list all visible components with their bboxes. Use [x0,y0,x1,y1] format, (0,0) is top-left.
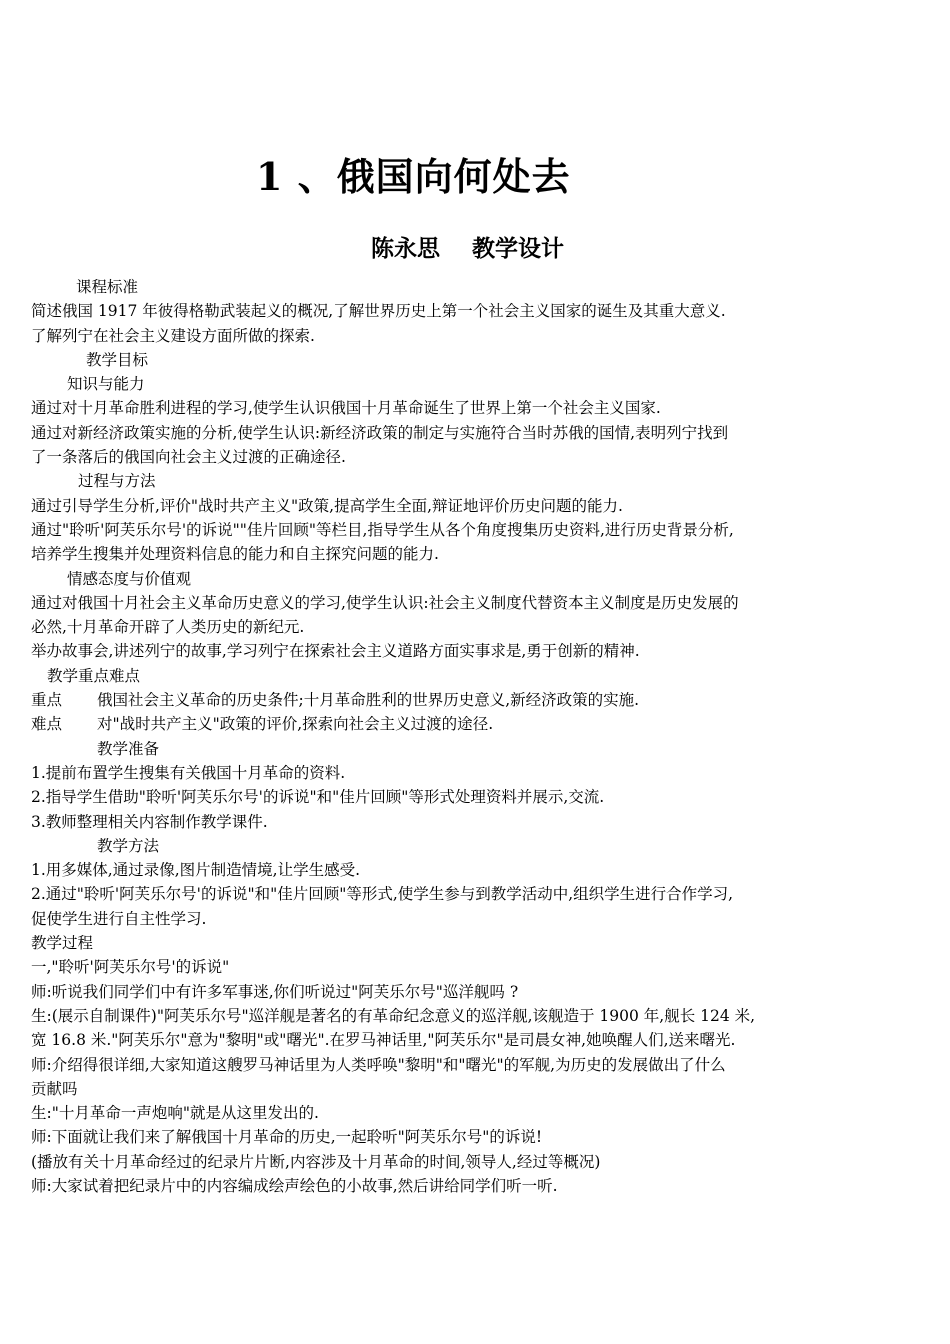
difficult-point-row [31,712,921,736]
list-item: 促使学生进行自主性学习. [31,909,207,928]
paragraph-line: 必然,十月革命开辟了人类历史的新纪元. [31,618,305,637]
paragraph-line: 通过对十月革命胜利进程的学习,使学生认识俄国十月革命诞生了世界上第一个社会主义国家. [31,399,661,418]
key-point-label: 重点 [31,691,63,710]
section-heading-standard: 课程标准 [76,278,139,296]
paragraph-line: 一,"聆听'阿芙乐尔号'的诉说" [31,958,230,977]
list-item: 2.指导学生借助"聆听'阿芙乐尔号'的诉说"和"佳片回顾"等形式处理资料并展示,交流. [31,788,605,807]
paragraph-line: 了一条落后的俄国向社会主义过渡的正确途径. [31,448,346,467]
paragraph-line: 通过"聆听'阿芙乐尔号'的诉说""佳片回顾"等栏目,指导学生从各个角度搜集历史资料,进行历史背景分析, [31,520,734,539]
paragraph-line: 举办故事会,讲述列宁的故事,学习列宁在探索社会主义道路方面实事求是,勇于创新的精神. [31,642,640,661]
section-heading-process: 过程与方法 [78,472,156,491]
section-heading-prep: 教学准备 [97,739,160,758]
list-item: 1.提前布置学生搜集有关俄国十月革命的资料. [31,763,346,782]
key-point-row [31,688,921,712]
paragraph-line: 了解列宁在社会主义建设方面所做的探索. [31,326,315,345]
section-heading-keypoints: 教学重点难点 [47,666,141,685]
paragraph-line: 通过对俄国十月社会主义革命历史意义的学习,使学生认识:社会主义制度代替资本主义制度是历史发展的 [31,593,739,612]
paragraph-line: 贡献吗 [31,1079,78,1098]
paragraph-line: 宽 16.8 米."阿芙乐尔"意为"黎明"或"曙光".在罗马神话里,"阿芙乐尔"是司晨女神,她唤醒人们,送来曙光. [31,1031,736,1050]
section-heading-knowledge: 知识与能力 [67,375,145,394]
paragraph-line: (播放有关十月革命经过的纪录片片断,内容涉及十月革命的时间,领导人,经过等概况) [31,1152,601,1171]
paragraph-line: 师:听说我们同学们中有许多军事迷,你们听说过"阿芙乐尔号"巡洋舰吗 ? [31,982,519,1001]
section-heading-emotion: 情感态度与价值观 [67,569,192,588]
difficult-point-label: 难点 [31,715,63,734]
document-title: 1 、俄国向何处去 [256,154,571,199]
paragraph-line: 培养学生搜集并处理资料信息的能力和自主探究问题的能力. [31,545,439,564]
paragraph-line: 生:(展示自制课件)"阿芙乐尔号"巡洋舰是著名的有革命纪念意义的巡洋舰,该舰造于 1900 年,舰长 124 米, [31,1006,756,1025]
key-point-text: 俄国社会主义革命的历史条件;十月革命胜利的世界历史意义,新经济政策的实施. [97,691,640,710]
section-heading-teaching-process: 教学过程 [31,934,94,953]
list-item: 2.通过"聆听'阿芙乐尔号'的诉说"和"佳片回顾"等形式,使学生参与到教学活动中,组织学生进行合作学习, [31,885,734,904]
paragraph-line: 师:介绍得很详细,大家知道这艘罗马神话里为人类呼唤"黎明"和"曙光"的军舰,为历史的发展做出了什么 [31,1055,726,1074]
section-heading-goals: 教学目标 [86,350,149,369]
paragraph-line: 师:下面就让我们来了解俄国十月革命的历史,一起聆听"阿芙乐尔号"的诉说! [31,1128,543,1147]
paragraph-line: 师:大家试着把纪录片中的内容编成绘声绘色的小故事,然后讲给同学们听一听. [31,1176,558,1195]
document-subtitle: 陈永思 教学设计 [371,235,565,262]
difficult-point-text: 对"战时共产主义"政策的评价,探索向社会主义过渡的途径. [97,715,494,734]
paragraph-line: 通过引导学生分析,评价"战时共产主义"政策,提高学生全面,辩证地评价历史问题的能力. [31,496,623,515]
paragraph-line: 生:"十月革命一声炮响"就是从这里发出的. [31,1104,319,1123]
section-heading-method: 教学方法 [97,836,160,855]
paragraph-line: 简述俄国 1917 年彼得格勒武装起义的概况,了解世界历史上第一个社会主义国家的诞生及其重大意义. [31,302,726,321]
list-item: 3.教师整理相关内容制作教学课件. [31,812,268,831]
document-body [31,275,921,1198]
list-item: 1.用多媒体,通过录像,图片制造情境,让学生感受. [31,861,360,880]
paragraph-line: 通过对新经济政策实施的分析,使学生认识:新经济政策的制定与实施符合当时苏俄的国情,表明列宁找到 [31,423,729,442]
